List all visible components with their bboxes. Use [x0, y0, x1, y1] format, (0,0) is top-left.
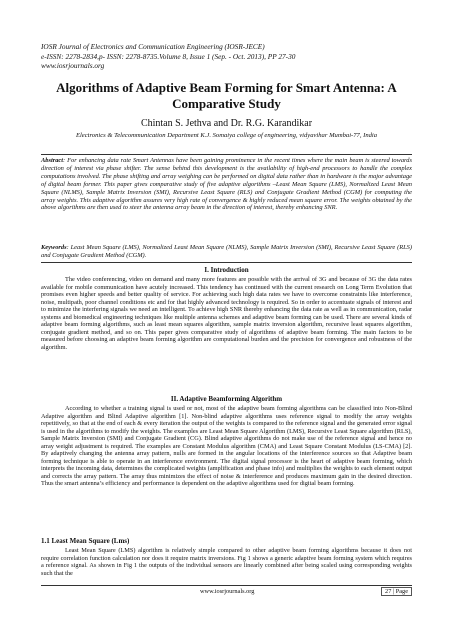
subsection-heading-lms: 1.1 Least Mean Square (Lms) [41, 537, 130, 545]
journal-header [41, 42, 295, 71]
section-heading-introduction: I. Introduction [204, 266, 249, 274]
page-footer [41, 587, 412, 597]
introduction-paragraph: The video conferencing, video on demand and many more features are possible with the arrival of 3G and because of 3G the data rates available for mobile communication have acutely increased. This tendency has continued with the current research on Long Term Evolution that promises even higher speeds and better quality of service. For achieving such high data rates we have to overcome constraints like interference, noise, multipath, poor channel conditions etc and for that highly advanced technology is required. So in order to accentuate signals of interest and to minimize the interfering signals we need an intelligent. To achieve high SNR thereby enhancing the data rate as well as in communication, radar systems and biomedical engineering techniques like multiple antenna schemes and adaptive beam forming can be used. There are several kinds of adaptive beam forming algorithms, such as least mean squares algorithm, sample matrix inversion algorithm, recursive least squares algorithm, conjugate gradient method, and so on. This paper gives comparative study of algorithms of adaptive beam forming. The main factors to be measured before choosing an adaptive beam forming algorithm are computational burden and the precision for convergence and robustness of the algorithm. [41, 276, 412, 351]
abstract-bottom-rule [41, 262, 412, 263]
abstract-text: : For enhancing data rate Smart Antennas have been gaining prominence in the recent times where the main beam is steered towards direction of interest via phase shifter. The sense behind this development is the availability of high-end processors to handle the complex computations involved. The phase shifting and array weighing can be performed on digital data rather than in hardware is the major advantage of digital beam former. This paper gives comparative study of five adaptive algorithms –Least Mean Square (LMS), Normalized Least Mean Square (NLMS), Sample Matrix Inversion (SMI), Recursive Least Square (RLS) and Conjugate Gradient Method (CGM) for computing the array weights. This adaptive algorithm assures very high rate of convergence & highly reduced mean square error. The weights obtained by the above algorithms are then used to steer the antenna array beam in the direction of interest, thereby enhancing SNR. [41, 157, 412, 212]
journal-issn: e-ISSN: 2278-2834,p- ISSN: 2278-8735.Volume 8, Issue 1 (Sep. - Oct. 2013), PP 27-30 [41, 51, 296, 61]
paper-title: Algorithms of Adaptive Beam Forming for Smart Antenna: A Comparative Study [56, 80, 397, 111]
page-number: 27 | Page [381, 587, 412, 596]
keywords-text: : Least Mean Square (LMS), Normalized Least Mean Square (NLMS), Sample Matrix Inversion (SMI), Recursive Least Square (RLS) and Conjugate Gradient Method (CGM). [41, 244, 412, 259]
abstract [41, 157, 412, 212]
adaptive-beamforming-paragraph: According to whether a training signal is used or not, most of the adaptive beam forming algorithms can be classified into Non-Blind Adaptive algorithm and Blind Adaptive algorithm [1]. Non-blind adaptive algorithms uses reference signal to modify the array weights repetitively, so that at the end of each & every iteration the output of the weights is compared to the reference signal and the generated error signal is used in the algorithms to modify the weights. The examples are Least Mean Square Algorithm (LMS), Recursive Least Square algorithm (RLS), Sample Matrix Inversion (SMI) and Conjugate Gradient (CG). Blind adaptive algorithms do not make use of the reference signal and hence no array weight adjustment is required. The examples are Constant Modulus algorithm (CMA) and Least Square Constant Modulus (LS-CMA) [2]. By adaptively changing the antenna array pattern, nulls are formed in the angular locations of the interference sources so that Adaptive beam forming technique is able to operate in an interference environment. The digital signal processor is the heart of adaptive beam forming, which interprets the incoming data, determines the complicated weights (amplification and phase info) and multiplies the weights to each element output and corrects the array pattern. The array thus minimizes the effect of noise & interference and produces maximum gain in the desired direction. Thus the smart antenna’s efficiency and performance is dependent on the adaptive algorithms used for digital beam forming. [41, 405, 412, 488]
paper-affiliation: Electronics & Telecommunication Department K.J. Somaiya college of engineering, vidyavihar Mumbai-77, India [75, 132, 378, 139]
paper-authors: Chintan S. Jethva and Dr. R.G. Karandikar [140, 118, 313, 129]
journal-name: IOSR Journal of Electronics and Communication Engineering (IOSR-JECE) [41, 42, 265, 51]
abstract-label: Abstract [41, 157, 64, 164]
abstract-top-rule [41, 154, 412, 155]
lms-paragraph: Least Mean Square (LMS) algorithm is relatively simple compared to other adaptive beam forming algorithms because it does not require correlation function calculation nor does it require matrix inversions. Fig 1 shows a generic adaptive beam forming system which requires a reference signal. As shown in Fig 1 the outputs of the individual sensors are linearly combined after being scaled using corresponding weights such that the [41, 547, 412, 577]
journal-url: www.iosrjournals.org [41, 61, 105, 71]
keywords-label: Keywords [41, 244, 67, 251]
footer-rule [41, 585, 412, 586]
keywords [41, 244, 412, 260]
section-heading-adaptive-beamforming: II. Adaptive Beamforming Algorithm [170, 395, 283, 403]
footer-url: www.iosrjournals.org [200, 588, 255, 595]
